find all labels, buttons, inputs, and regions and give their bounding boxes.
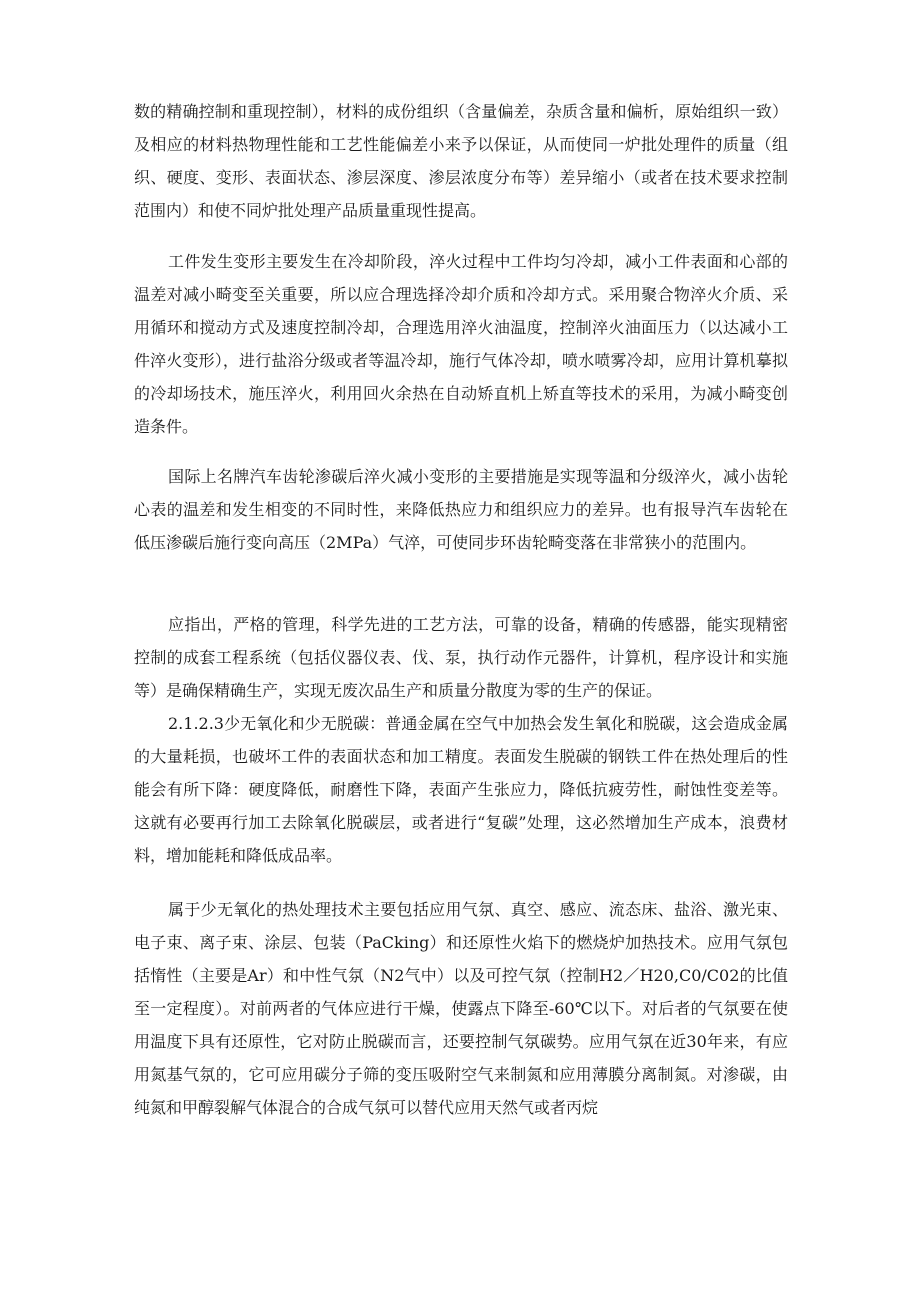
paragraph-anti-oxidation-tech: 属于少无氧化的热处理技术主要包括应用气氛、真空、感应、流态床、盐浴、激光束、电子束、离子束、涂层、包装（PaCking）和还原性火焰下的燃烧炉加热技术。应用气氛包括惰性（主要是Ar）和中性气氛（N2气中）以及可控气氛（控制H2／H20,C0/C02的比值至一定程度）。对前两者的气体应进行干燥，使露点下降至-60℃以下。对后者的气氛要在使用温度下具有还原性，它对防止脱碳而言，还要控制气氛碳势。应用气氛在近30年来，有应用氮基气氛的，它可应用碳分子筛的变压吸附空气来制氮和应用薄膜分离制氮。对渗碳，由纯氮和甲醇裂解气体混合的合成气氛可以替代应用天然气或者丙烷: [134, 900, 788, 1117]
paragraph-section-2-1-2-3: 2.1.2.3少无氧化和少无脱碳：普通金属在空气中加热会发生氧化和脱碳，这会造成金属的大量耗损，也破坏工件的表面状态和加工精度。表面发生脱碳的钢铁工件在热处理后的性能会有所下降：硬度降低，耐磨性下降，表面产生张应力，降低抗疲劳性，耐蚀性变差等。这就有必要再行加工去除氧化脱碳层，或者进行“复碳”处理，这必然增加生产成本，浪费材料，增加能耗和降低成品率。: [134, 714, 788, 865]
paragraph-deformation-cooling: 工件发生变形主要发生在冷却阶段，淬火过程中工件均匀冷却，减小工件表面和心部的温差对减小畸变至关重要，所以应合理选择冷却介质和冷却方式。采用聚合物淬火介质、采用循环和搅动方式及速度控制冷却，合理选用淬火油温度，控制淬火油面压力（以达减小工件淬火变形），进行盐浴分级或者等温冷却，施行气体冷却，喷水喷雾冷却，应用计算机摹拟的冷却场技术，施压淬火，利用回火余热在自动矫直机上矫直等技术的采用，为减小畸变创造条件。: [134, 252, 788, 436]
paragraph-gear-quenching: 国际上名牌汽车齿轮渗碳后淬火减小变形的主要措施是实现等温和分级淬火，减小齿轮心表的温差和发生相变的不同时性，来降低热应力和组织应力的差异。也有报导汽车齿轮在低压渗碳后施行变向高压（2MPa）气淬，可使同步环齿轮畸变落在非常狭小的范围内。: [134, 467, 788, 552]
paragraph-precision-management: 应指出，严格的管理，科学先进的工艺方法，可靠的设备，精确的传感器，能实现精密控制的成套工程系统（包括仪器仪表、伐、泵，执行动作元器件，计算机，程序设计和实施等）是确保精确生产，实现无废次品生产和质量分散度为零的生产的保证。: [134, 615, 788, 700]
paragraph-continuation: 数的精确控制和重现控制），材料的成份组织（含量偏差，杂质含量和偏析，原始组织一致）及相应的材料热物理性能和工艺性能偏差小来予以保证，从而使同一炉批处理件的质量（组织、硬度、变形、表面状态、渗层深度、渗层浓度分布等）差异缩小（或者在技术要求控制范围内）和使不同炉批处理产品质量重现性提高。: [134, 102, 788, 220]
